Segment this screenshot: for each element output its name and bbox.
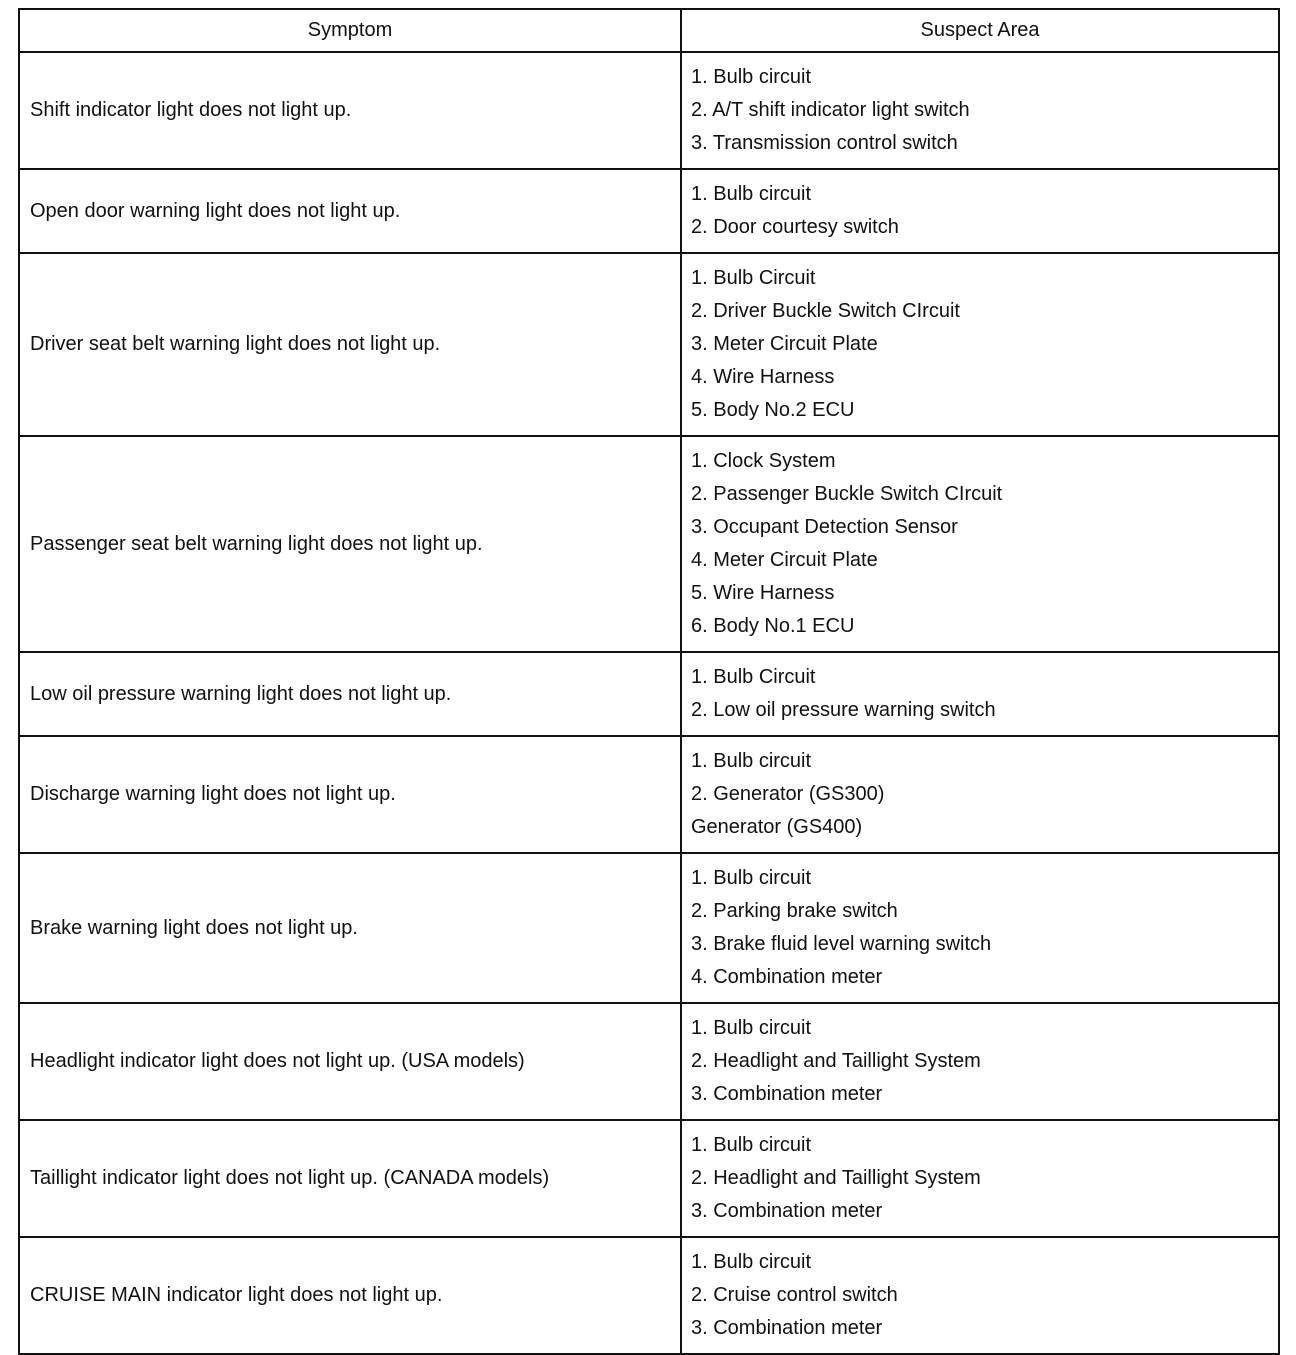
suspect-area-item: 1. Clock System: [691, 450, 836, 472]
table-row: [19, 736, 1279, 853]
table-row: [19, 253, 1279, 436]
header-symptom: Symptom: [19, 9, 681, 52]
suspect-area-cell: [681, 52, 1279, 169]
suspect-area-item: 2. Parking brake switch: [691, 900, 898, 922]
table-row: [19, 169, 1279, 253]
suspect-area-item: 3. Combination meter: [691, 1200, 883, 1222]
suspect-area-cell: [681, 169, 1279, 253]
symptom-table: [18, 8, 1280, 1355]
suspect-area-item: 1. Bulb Circuit: [691, 267, 816, 289]
suspect-area-item: 1. Bulb Circuit: [691, 666, 816, 688]
suspect-area-item: 1. Bulb circuit: [691, 1017, 812, 1039]
symptom-cell: Driver seat belt warning light does not light up.: [19, 253, 681, 436]
suspect-area-cell: [681, 652, 1279, 736]
symptom-cell: Discharge warning light does not light up.: [19, 736, 681, 853]
suspect-area-item: 2. Door courtesy switch: [691, 216, 899, 238]
symptom-cell: Passenger seat belt warning light does not light up.: [19, 436, 681, 652]
symptom-cell: Open door warning light does not light up.: [19, 169, 681, 253]
suspect-area-item: 5. Body No.2 ECU: [691, 399, 855, 421]
suspect-area-item: 3. Brake fluid level warning switch: [691, 933, 992, 955]
suspect-area-item: 2. Driver Buckle Switch CIrcuit: [691, 300, 960, 322]
suspect-area-item: 4. Combination meter: [691, 966, 883, 988]
suspect-area-item: 3. Combination meter: [691, 1317, 883, 1339]
suspect-area-item: 6. Body No.1 ECU: [691, 615, 855, 637]
header-suspect-area: Suspect Area: [681, 9, 1279, 52]
table-row: [19, 1120, 1279, 1237]
symptom-cell: Brake warning light does not light up.: [19, 853, 681, 1003]
suspect-area-item: 1. Bulb circuit: [691, 183, 812, 205]
symptom-cell: CRUISE MAIN indicator light does not light up.: [19, 1237, 681, 1354]
suspect-area-cell: [681, 253, 1279, 436]
suspect-area-item: Generator (GS400): [691, 816, 863, 838]
header-row: [19, 9, 1279, 52]
suspect-area-item: 2. Passenger Buckle Switch CIrcuit: [691, 483, 1003, 505]
suspect-area-item: 2. Cruise control switch: [691, 1284, 898, 1306]
suspect-area-item: 2. A/T shift indicator light switch: [691, 99, 970, 121]
suspect-area-item: 5. Wire Harness: [691, 582, 835, 604]
suspect-area-item: 2. Low oil pressure warning switch: [691, 699, 996, 721]
table-row: [19, 52, 1279, 169]
suspect-area-item: 1. Bulb circuit: [691, 66, 812, 88]
suspect-area-item: 3. Transmission control switch: [691, 132, 958, 154]
suspect-area-item: 3. Occupant Detection Sensor: [691, 516, 958, 538]
suspect-area-cell: [681, 1003, 1279, 1120]
table-body: [19, 52, 1279, 1354]
suspect-area-cell: [681, 1237, 1279, 1354]
suspect-area-item: 1. Bulb circuit: [691, 1251, 812, 1273]
suspect-area-item: 3. Combination meter: [691, 1083, 883, 1105]
table-row: [19, 436, 1279, 652]
suspect-area-item: 4. Meter Circuit Plate: [691, 549, 878, 571]
symptom-cell: Shift indicator light does not light up.: [19, 52, 681, 169]
symptom-cell: Low oil pressure warning light does not light up.: [19, 652, 681, 736]
table-row: [19, 1237, 1279, 1354]
suspect-area-item: 3. Meter Circuit Plate: [691, 333, 878, 355]
symptom-cell: Taillight indicator light does not light up. (CANADA models): [19, 1120, 681, 1237]
suspect-area-cell: [681, 1120, 1279, 1237]
table-row: [19, 652, 1279, 736]
suspect-area-item: 2. Headlight and Taillight System: [691, 1167, 981, 1189]
suspect-area-item: 2. Headlight and Taillight System: [691, 1050, 981, 1072]
suspect-area-cell: [681, 853, 1279, 1003]
suspect-area-item: 1. Bulb circuit: [691, 867, 812, 889]
table-row: [19, 1003, 1279, 1120]
suspect-area-item: 4. Wire Harness: [691, 366, 835, 388]
suspect-area-item: 1. Bulb circuit: [691, 750, 812, 772]
symptom-cell: Headlight indicator light does not light up. (USA models): [19, 1003, 681, 1120]
suspect-area-item: 2. Generator (GS300): [691, 783, 885, 805]
suspect-area-item: 1. Bulb circuit: [691, 1134, 812, 1156]
suspect-area-cell: [681, 736, 1279, 853]
table-row: [19, 853, 1279, 1003]
suspect-area-cell: [681, 436, 1279, 652]
